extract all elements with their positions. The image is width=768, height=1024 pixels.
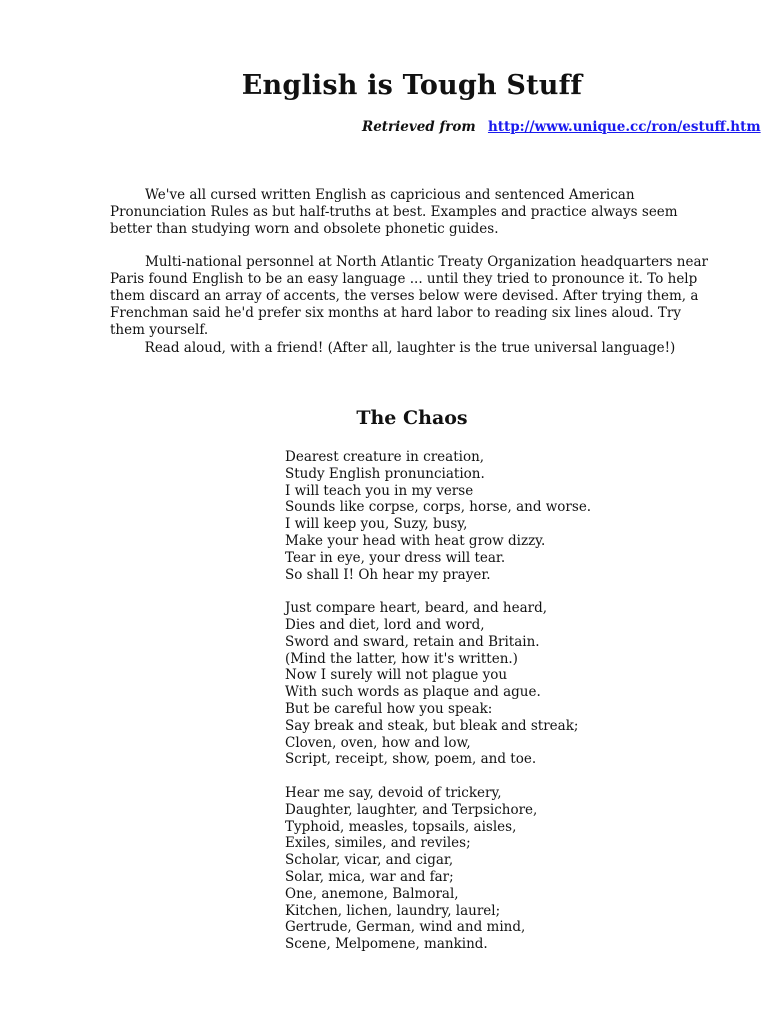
poem-line: Sounds like corpse, corps, horse, and worse. [285,499,592,516]
retrieved-label: Retrieved from [362,119,476,135]
poem-line: So shall I! Oh hear my prayer. [285,566,491,583]
source-line [362,119,761,135]
intro-paragraph-2: Multi-national personnel at North Atlantic Treaty Organization headquarters near Paris found English to be an easy language ... until they tried to pronounce it. To help them discard an array of accents, the verses below were devised. After trying them, a Frenchman said he'd prefer six months at hard labor to reading six lines aloud. Try them yourself. [110,254,708,338]
poem-line: Dies and diet, lord and word, [285,616,485,633]
poem-line: But be careful how you speak: [285,700,493,717]
poem-line: Study English pronunciation. [285,465,485,482]
read-aloud-note: Read aloud, with a friend! (After all, laughter is the true universal language!) [144,340,676,356]
poem-line: Scholar, vicar, and cigar, [285,852,454,869]
poem-line: Cloven, oven, how and low, [285,734,471,751]
intro-paragraph-1: We've all cursed written English as capricious and sentenced American Pronunciation Rules as but half-truths at best. Examples and practice always seem better than studying worn and obsolete phonetic guides. [110,187,678,237]
poem-line: Just compare heart, beard, and heard, [285,600,548,617]
poem-line: Say break and steak, but bleak and streak; [285,717,579,734]
poem-line: Daughter, laughter, and Terpsichore, [285,801,538,818]
poem-stanza [285,449,725,583]
poem-line: Solar, mica, war and far; [285,868,454,885]
poem-line: Gertrude, German, wind and mind, [285,919,526,936]
poem-line: Script, receipt, show, poem, and toe. [285,751,537,768]
poem-line: One, anemone, Balmoral, [285,885,459,902]
poem-line: Sword and sward, retain and Britain. [285,633,540,650]
poem-line: (Mind the latter, how it's written.) [285,650,518,667]
poem-line: Exiles, similes, and reviles; [285,835,471,852]
poem-line: Make your head with heat grow dizzy. [285,532,546,549]
poem-line: I will keep you, Suzy, busy, [285,516,468,533]
poem-line: Typhoid, measles, topsails, aisles, [285,818,517,835]
poem-line: Kitchen, lichen, laundry, laurel; [285,902,501,919]
poem-line: Scene, Melpomene, mankind. [285,936,488,953]
poem-line: Hear me say, devoid of trickery, [285,784,502,801]
poem-title: The Chaos [356,407,468,429]
poem-line: With such words as plaque and ague. [285,684,541,701]
poem-line: Now I surely will not plague you [285,667,508,684]
document-title: English is Tough Stuff [241,70,583,101]
poem-stanza [285,600,725,768]
poem-line: Tear in eye, your dress will tear. [285,549,506,566]
source-link[interactable]: http://www.unique.cc/ron/estuff.htm [487,119,761,135]
poem-line: I will teach you in my verse [285,482,474,499]
poem-stanza [285,785,725,953]
poem-body [285,449,725,970]
poem-line: Dearest creature in creation, [285,449,485,465]
